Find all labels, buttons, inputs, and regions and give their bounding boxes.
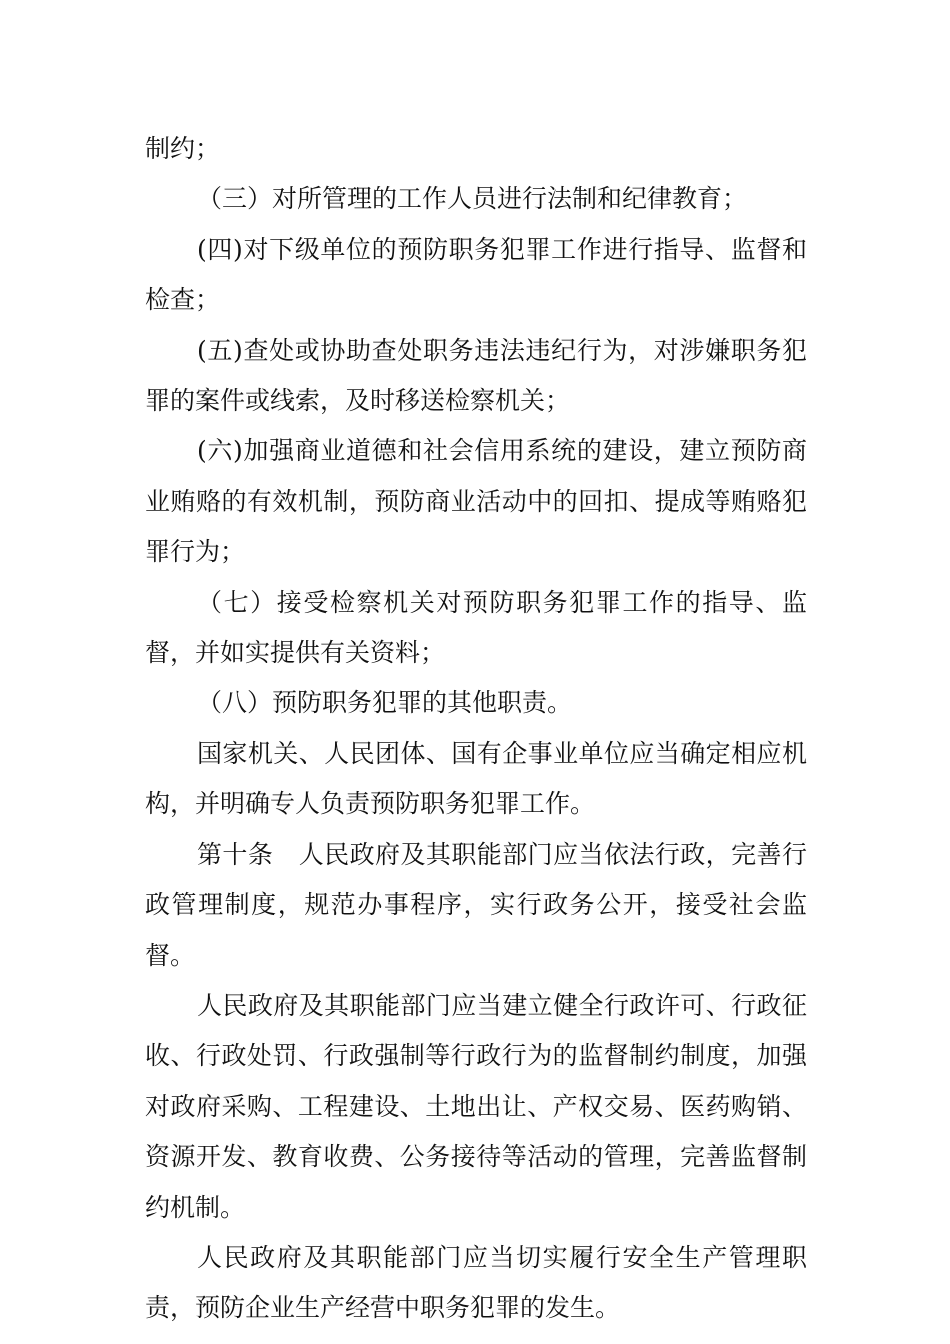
paragraph-continuation: 制约；	[145, 134, 221, 163]
paragraph-article-10: 第十条 人民政府及其职能部门应当依法行政，完善行政管理制度，规范办事程序，实行政务公开，接受社会监督。	[145, 839, 807, 970]
paragraph-item-5: (五)查处或协助查处职务违法违纪行为，对涉嫌职务犯罪的案件或线索，及时移送检察机关；	[145, 335, 807, 416]
paragraph-supervision-system: 人民政府及其职能部门应当建立健全行政许可、行政征收、行政处罚、行政强制等行政行为的监督制约制度，加强对政府采购、工程建设、土地出让、产权交易、医药购销、资源开发、教育收费、公务接待等活动的管理，完善监督制约机制。	[145, 990, 807, 1222]
paragraph-item-8: （八）预防职务犯罪的其他职责。	[197, 688, 573, 718]
paragraph-safety-production: 人民政府及其职能部门应当切实履行安全生产管理职责，预防企业生产经营中职务犯罪的发生。	[145, 1242, 807, 1323]
paragraph-item-4: (四)对下级单位的预防职务犯罪工作进行指导、监督和检查；	[145, 234, 807, 315]
paragraph-item-6: (六)加强商业道德和社会信用系统的建设，建立预防商业贿赂的有效机制，预防商业活动中的回扣、提成等贿赂犯罪行为；	[145, 436, 807, 567]
document-body	[145, 124, 807, 1334]
paragraph-institutions: 国家机关、人民团体、国有企事业单位应当确定相应机构，并明确专人负责预防职务犯罪工作。	[145, 738, 807, 819]
paragraph-item-3: （三）对所管理的工作人员进行法制和纪律教育；	[197, 184, 748, 214]
paragraph-item-7: （七）接受检察机关对预防职务犯罪工作的指导、监督，并如实提供有关资料；	[145, 587, 807, 668]
